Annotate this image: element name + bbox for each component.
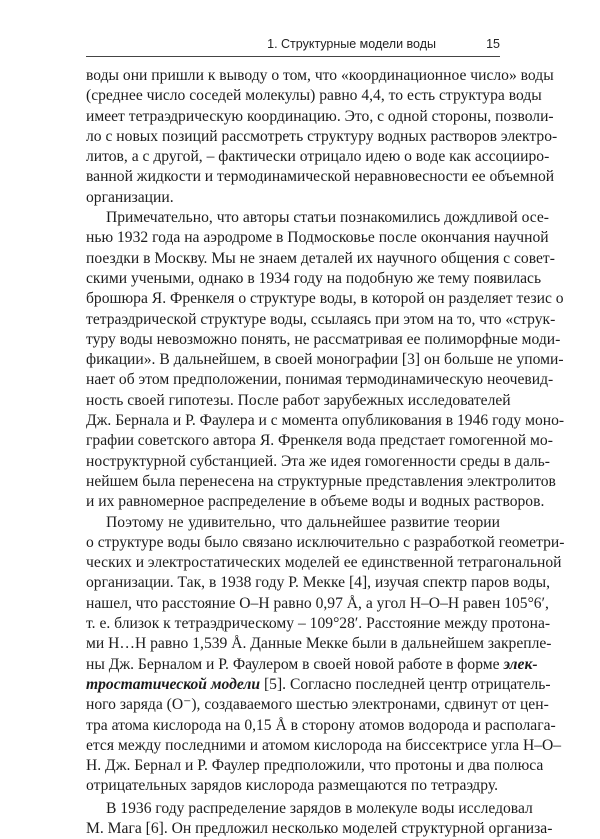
text-line: организации. Так, в 1938 году Р. Мекке [4], изучая спектр паров воды, (86, 574, 551, 592)
emphasis-term: тростатической модели (86, 675, 261, 693)
text-line: графии советского автора Я. Френкеля вода предстает гомогенной мо- (86, 432, 553, 450)
text-line: Н. Дж. Бернал и Р. Фаулер предположили, что протоны и два полюса (86, 757, 544, 775)
text-line: нашел, что расстояние О–Н равно 0,97 Å, а угол Н–О–Н равен 105°6′, (86, 594, 549, 612)
text-fragment: ны Дж. Берналом и Р. Фаулером в своей новой работе в форме (86, 655, 500, 673)
text-line: ноструктурной субстанцией. Эта же идея гомогенности среды в даль- (86, 452, 550, 470)
text-line: ность своей гипотезы. После работ зарубежных исследователей (86, 391, 511, 409)
emphasis-term: элек- (503, 655, 538, 673)
text-line: ло с новых позиций рассмотреть структуру водных растворов электро- (86, 127, 558, 145)
page-number: 15 (486, 37, 500, 51)
text-line: нейшем была перенесена на структурные представления электролитов (86, 472, 556, 490)
text-line: литов, а с другой, – фактически отрицало идею о воде как ассоцииро- (86, 148, 550, 166)
text-line: ется между последними и атомом кислорода на биссектрисе угла Н–О– (86, 736, 562, 754)
header-rule (86, 56, 500, 57)
text-line: т. е. близок к тетраэдрическому – 109°28′. Расстояние между протона- (86, 615, 551, 633)
text-line (86, 675, 551, 695)
text-line: поездки в Москву. Мы не знаем деталей их научного общения с совет- (86, 249, 555, 267)
text-line: скими учеными, однако в 1934 году на подобную же тему появилась (86, 269, 542, 287)
text-line: Примечательно, что авторы статьи познакомились дождливой осе- (106, 209, 549, 227)
text-line: брошюра Я. Френкеля о структуре воды, в которой он разделяет тезис о (86, 290, 564, 308)
text-fragment: ного (86, 696, 120, 714)
body-text (86, 66, 565, 839)
text-line: (среднее число соседей молекулы) равно 4,4, то есть структура воды (86, 87, 542, 105)
text-line: фикации». В дальнейшем, в своей монографии [3] он больше не упоми- (86, 351, 564, 369)
text-line (86, 695, 549, 715)
running-head (86, 36, 500, 54)
text-line (86, 655, 538, 675)
text-line: тетраэдрической структуре воды, ссылаясь при этом на то, что «струк- (86, 310, 556, 328)
text-line: М. Мага [6]. Он предложил несколько моделей структурной организа- (86, 819, 553, 837)
text-line: о структуре воды было связано исключительно с разработкой геометри- (86, 533, 565, 551)
text-fragment: [5]. Согласно последней центр отрицатель- (260, 675, 551, 693)
text-line: и их равномерное распределение в объеме воды и водных растворов. (86, 493, 545, 511)
text-line: тра атома кислорода на 0,15 Å в сторону атомов водорода и располагa- (86, 716, 556, 734)
text-line: Дж. Бернала и Р. Фаулера и с момента опубликования в 1946 году моно- (86, 412, 565, 430)
text-line: туру воды невозможно понять, не рассматривая ее полиморфные моди- (86, 330, 561, 348)
text-line: отрицательных зарядов кислорода размещаются по тетраэдру. (86, 777, 498, 795)
running-title: 1. Структурные модели воды (267, 37, 436, 51)
text-line: нью 1932 года на аэродроме в Подмосковье после окончания научной (86, 229, 549, 247)
text-line: ческих и электростатических моделей ее единственной тетрагональной (86, 554, 562, 572)
text-line: В 1936 году распределение зарядов в молекуле воды исследовал (106, 799, 533, 817)
text-line: ванной жидкости и термодинамической неравновесности ее объемной (86, 168, 555, 186)
text-fragment: зарядa (О⁻), создаваемого шестью электронами, сдвинут от цен- (119, 696, 549, 714)
text-line: имеет тетраэдрическую координацию. Это, с одной стороны, позволи- (86, 107, 554, 125)
text-line: ми Н…Н равно 1,539 Å. Данные Мекке были в дальнейшем закрепле- (86, 635, 552, 653)
text-line: организации. (86, 188, 174, 206)
text-line: Поэтому не удивительно, что дальнейшее развитие теории (106, 513, 500, 531)
text-line: нает об этом предположении, понимая термодинамическую неочевид- (86, 371, 554, 389)
text-line: воды они пришли к выводу о том, что «координационное число» воды (86, 67, 554, 84)
